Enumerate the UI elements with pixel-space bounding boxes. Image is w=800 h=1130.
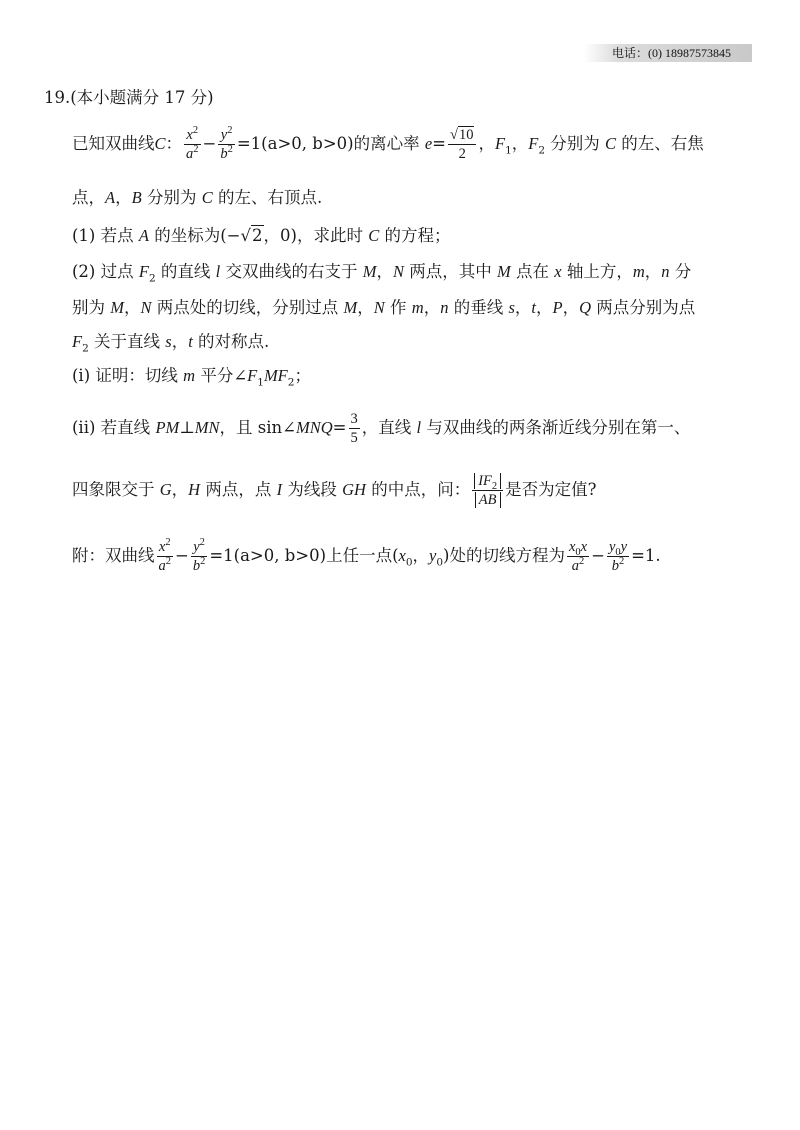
part-2-i: (i) 证明：切线 m 平分$\angle F_1MF_2$；	[72, 366, 311, 389]
fraction-IF2-AB: $\frac{IF_2}{AB}$	[472, 472, 503, 509]
part-2-ii-line-2: 四象限交于 G，H 两点，点 I 为线段 GH 的中点，问： $\frac{IF_2}{AB}$ 是否为定值?	[72, 473, 597, 508]
question-header	[44, 84, 214, 108]
fraction-x2-a2: $\frac{x^2}{a^2}$	[186, 125, 199, 162]
question-stem-line-2: 点，A，B 分别为 C 的左、右顶点.	[72, 188, 323, 207]
part-2-line-2: 别为 M，N 两点处的切线，分别过点 M，N 作 m，n 的垂线 s，t，P，Q 两点分别为点	[72, 298, 696, 317]
question-stem-line-1: 已知双曲线C： $\frac{x^2}{a^2}$ − $\frac{y^2}{b^2}$ =1(a>0, b>0)的离心率 e= $\frac{√10}{2}$ ，$F_1$，$F_2$ 分别为 C 的左、右焦	[72, 125, 704, 162]
question-number: 19.	[44, 88, 71, 107]
appendix-tangent-formula: 附：双曲线 $\frac{x^2}{a^2}$ − $\frac{y^2}{b^2}$ =1(a>0, b>0)上任一点($x_0$，$y_0$)处的切线方程为 $\frac{x_0x}{a^2}$ − $\frac{y_0y}{b^2}$ =1.	[72, 537, 661, 574]
part-2-line-1: (2) 过点 $F_2$ 的直线 l 交双曲线的右支于 M，N 两点，其中 M 点在 x 轴上方，m，n 分	[72, 262, 692, 285]
fraction-3-5: $\frac{3}{5}$	[350, 411, 358, 446]
fraction-eccentricity: $\frac{√10}{2}$	[448, 126, 476, 163]
part-1: (1) 若点 A 的坐标为(−√2，0)，求此时 C 的方程；	[72, 226, 451, 245]
fraction-y2-b2: $\frac{y^2}{b^2}$	[220, 125, 233, 162]
question-score: (本小题满分 17 分)	[70, 88, 214, 107]
phone-number: 电话：(0) 18987573845	[612, 46, 731, 60]
part-2-line-3: $F_2$ 关于直线 s，t 的对称点.	[72, 332, 270, 355]
part-2-ii-line-1: (ii) 若直线 PM⊥MN，且 sin∠MNQ= $\frac{3}{5}$ ，直线 l 与双曲线的两条渐近线分别在第一、	[72, 411, 691, 446]
